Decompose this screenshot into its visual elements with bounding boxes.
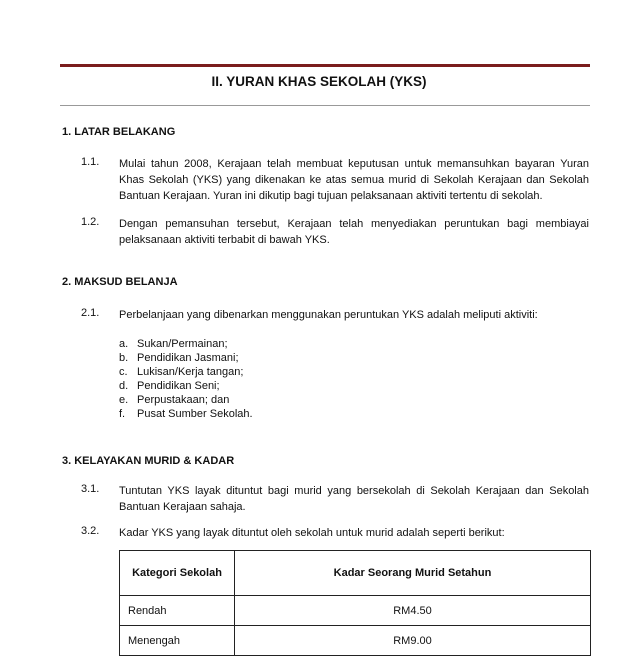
table-row [120, 626, 591, 656]
para-3-2: Kadar YKS yang layak dituntut oleh sekolah untuk murid adalah seperti berikut: [119, 527, 505, 539]
category-cell: Menengah [120, 626, 235, 656]
header-rule-bottom [60, 105, 590, 106]
list-item: b. Pendidikan Jasmani; [119, 352, 239, 364]
table-header-row [120, 551, 591, 596]
list-item: d. Pendidikan Seni; [119, 380, 220, 392]
rate-cell: RM4.50 [235, 596, 591, 626]
section-3-heading: 3. KELAYAKAN MURID & KADAR [62, 455, 235, 467]
para-1-2: Dengan pemansuhan tersebut, Kerajaan telah menyediakan peruntukan bagi membiayai pelaksanaan aktiviti terbabit di bawah YKS. [119, 218, 589, 246]
para-1-1: Mulai tahun 2008, Kerajaan telah membuat keputusan untuk memansuhkan bayaran Yuran Khas Sekolah (YKS) yang dikenakan ke atas semua murid di Sekolah Kerajaan dan Sekolah Bantuan Kerajaan. Yuran ini dikutip bagi tujuan pelaksanaan aktiviti tertentu di sekolah. [119, 158, 589, 202]
para-1-1-number: 1.1. [81, 156, 100, 168]
header-rule-top [60, 64, 590, 67]
column-header-rate: Kadar Seorang Murid Setahun [235, 551, 591, 596]
list-item: c. Lukisan/Kerja tangan; [119, 366, 244, 378]
section-1-heading: 1. LATAR BELAKANG [62, 126, 176, 138]
para-2-1: Perbelanjaan yang dibenarkan menggunakan peruntukan YKS adalah meliputi aktiviti: [119, 309, 538, 321]
para-3-1-number: 3.1. [81, 483, 100, 495]
section-2-heading: 2. MAKSUD BELANJA [62, 276, 178, 288]
list-item: e. Perpustakaan; dan [119, 394, 230, 406]
table-row [120, 596, 591, 626]
rate-cell: RM9.00 [235, 626, 591, 656]
para-3-2-number: 3.2. [81, 525, 100, 537]
page-title: II. YURAN KHAS SEKOLAH (YKS) [211, 74, 427, 89]
category-cell: Rendah [120, 596, 235, 626]
list-item: f. Pusat Sumber Sekolah. [119, 408, 253, 420]
list-item: a. Sukan/Permainan; [119, 338, 228, 350]
para-2-1-number: 2.1. [81, 307, 100, 319]
para-1-2-number: 1.2. [81, 216, 100, 228]
activity-list [119, 337, 253, 421]
column-header-category: Kategori Sekolah [120, 551, 235, 596]
para-3-1: Tuntutan YKS layak dituntut bagi murid yang bersekolah di Sekolah Kerajaan dan Sekolah Bantuan Kerajaan sahaja. [119, 485, 589, 513]
rates-table [119, 550, 591, 656]
